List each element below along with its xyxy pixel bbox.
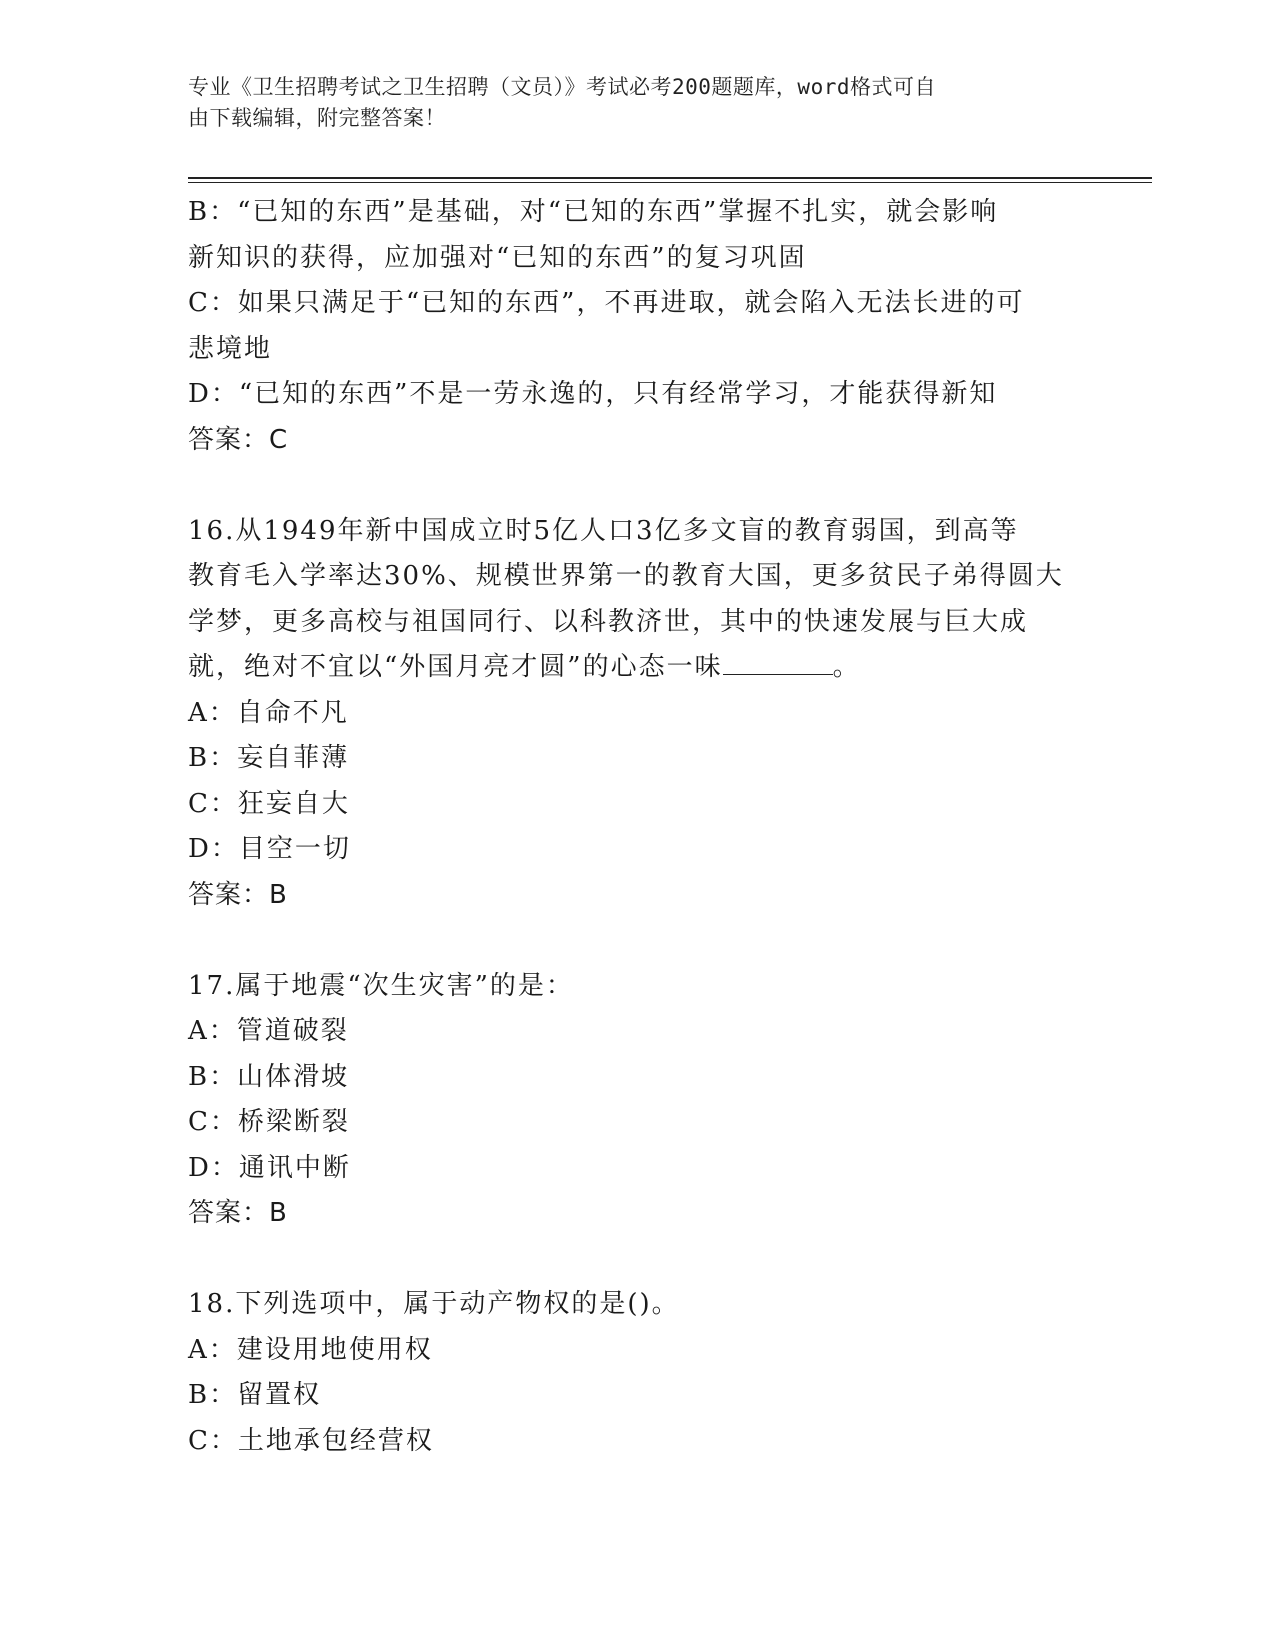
header-divider-thick bbox=[188, 177, 1152, 179]
q15-option-b-line-1: B：“已知的东西”是基础，对“已知的东西”掌握不扎实，就会影响 bbox=[188, 197, 999, 227]
q18-option-c: C：土地承包经营权 bbox=[188, 1425, 434, 1456]
q15-option-b-line-2: 新知识的获得，应加强对“已知的东西”的复习巩固 bbox=[188, 242, 807, 273]
question-15 bbox=[188, 190, 1088, 463]
q16-option-b: B：妄自菲薄 bbox=[188, 743, 350, 773]
q17-option-d: D：通讯中断 bbox=[188, 1152, 351, 1183]
q15-answer: 答案：C bbox=[188, 424, 289, 455]
question-16 bbox=[188, 509, 1088, 919]
q16-stem-line-2: 教育毛入学率达30%、规模世界第一的教育大国，更多贫民子弟得圆大 bbox=[188, 561, 1064, 591]
q16-option-c: C：狂妄自大 bbox=[188, 788, 350, 819]
q17-option-a: A：管道破裂 bbox=[188, 1016, 349, 1046]
q16-stem-line-3: 学梦，更多高校与祖国同行、以科教济世，其中的快速发展与巨大成 bbox=[188, 606, 1029, 637]
q15-option-d: D：“已知的东西”不是一劳永逸的，只有经常学习，才能获得新知 bbox=[188, 379, 998, 409]
spacer bbox=[188, 918, 1088, 964]
question-content bbox=[188, 190, 1088, 1464]
fill-in-blank bbox=[723, 652, 833, 675]
question-17 bbox=[188, 964, 1088, 1237]
q16-answer: 答案：B bbox=[188, 879, 288, 910]
document-header bbox=[188, 72, 1068, 134]
q16-stem-line-4-end: 。 bbox=[832, 652, 861, 682]
q15-option-c-line-2: 悲境地 bbox=[188, 333, 273, 364]
spacer bbox=[188, 463, 1088, 509]
q18-option-a: A：建设用地使用权 bbox=[188, 1334, 433, 1365]
q17-stem: 17.属于地震“次生灾害”的是： bbox=[188, 970, 574, 1001]
q16-option-d: D：目空一切 bbox=[188, 834, 351, 864]
header-line-1: 专业《卫生招聘考试之卫生招聘（文员）》考试必考200题题库，word格式可自 bbox=[188, 75, 936, 99]
q16-option-a: A：自命不凡 bbox=[188, 697, 349, 728]
header-divider-thin bbox=[188, 182, 1152, 183]
q16-stem-line-4 bbox=[188, 645, 1088, 691]
q15-option-c-line-1: C：如果只满足于“已知的东西”，不再进取，就会陷入无法长进的可 bbox=[188, 288, 1025, 318]
q16-stem-line-4-text: 就，绝对不宜以“外国月亮才圆”的心态一味 bbox=[188, 652, 723, 682]
q16-stem-line-1: 16.从1949年新中国成立时5亿人口3亿多文盲的教育弱国，到高等 bbox=[188, 515, 1019, 546]
header-line-2: 由下载编辑，附完整答案！ bbox=[188, 106, 446, 130]
q17-option-b: B：山体滑坡 bbox=[188, 1061, 350, 1092]
q18-stem: 18.下列选项中，属于动产物权的是()。 bbox=[188, 1289, 680, 1319]
question-18 bbox=[188, 1282, 1088, 1464]
q17-option-c: C：桥梁断裂 bbox=[188, 1107, 350, 1137]
q18-option-b: B：留置权 bbox=[188, 1380, 322, 1410]
spacer bbox=[188, 1237, 1088, 1283]
q17-answer: 答案：B bbox=[188, 1198, 288, 1228]
